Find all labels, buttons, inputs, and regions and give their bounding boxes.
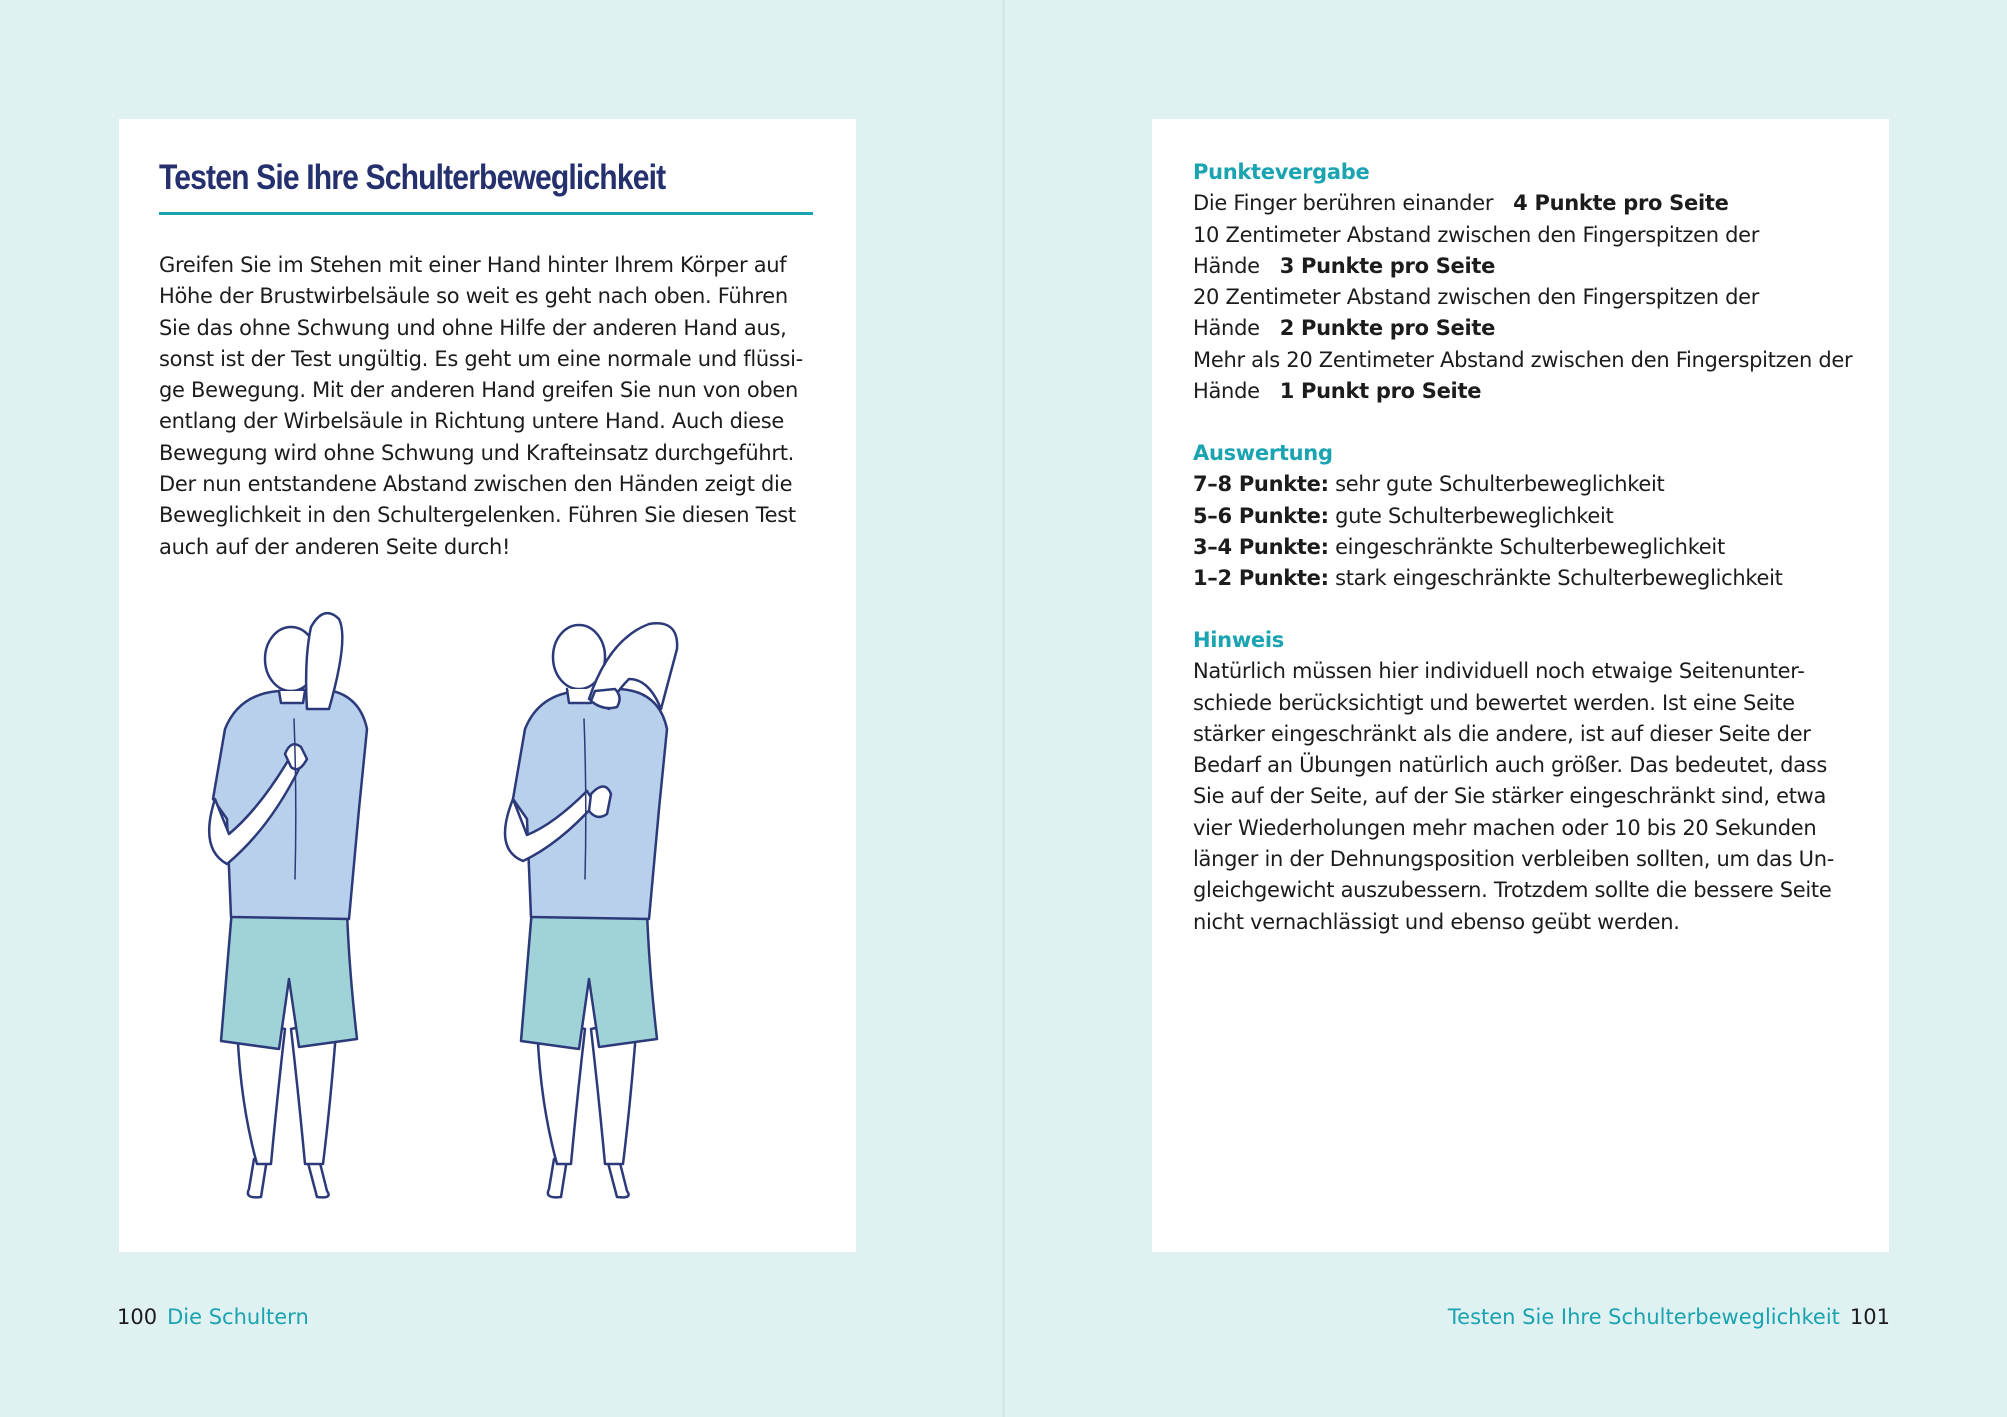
evaluation-text: gute Schulterbeweglichkeit bbox=[1335, 503, 1614, 528]
evaluation-text: stark eingeschränkte Schulterbeweglichkeit bbox=[1335, 566, 1783, 591]
points-score: 1 Punkt pro Seite bbox=[1279, 379, 1482, 404]
shoulder-test-illustration bbox=[199, 599, 719, 1219]
points-score: 2 Punkte pro Seite bbox=[1279, 316, 1496, 341]
evaluation-heading: Auswertung bbox=[1193, 441, 1333, 465]
evaluation-row bbox=[1193, 563, 1853, 594]
page-title: Testen Sie Ihre Schulterbeweglichkeit bbox=[159, 158, 666, 197]
points-condition: 10 Zentimeter Abstand zwischen den Fingerspitzen der Hände bbox=[1193, 222, 1760, 278]
points-row bbox=[1193, 345, 1853, 408]
instructions-text: Greifen Sie im Stehen mit einer Hand hinter Ihrem Körper auf Höhe der Brustwirbelsäule so weit es geht nach oben. Führen Sie das ohne Schwung und ohne Hilfe der anderen Hand aus, sonst ist der Test ungültig. Es geht um eine normale und flüssi-ge Bewegung. Mit der anderen Hand greifen Sie nun von oben entlang der Wirbelsäule in Richtung untere Hand. Auch diese Bewegung wird ohne Schwung und Krafteinsatz durchgeführt. Der nun entstandene Abstand zwischen den Händen zeigt die Beweglichkeit in den Schultergelenken. Führen Sie diesen Test auch auf der anderen Seite durch! bbox=[159, 253, 803, 559]
evaluation-row bbox=[1193, 532, 1853, 563]
book-gutter bbox=[1002, 0, 1005, 1417]
points-heading: Punktevergabe bbox=[1193, 160, 1370, 184]
points-row bbox=[1193, 282, 1853, 345]
points-condition: 20 Zentimeter Abstand zwischen den Fingerspitzen der Hände bbox=[1193, 285, 1760, 341]
evaluation-text: sehr gute Schulterbeweglichkeit bbox=[1335, 472, 1665, 497]
evaluation-row bbox=[1193, 469, 1853, 500]
page-number: 100 bbox=[117, 1305, 158, 1329]
evaluation-text: eingeschränkte Schulterbeweglichkeit bbox=[1335, 534, 1725, 559]
figure-right-arm-up bbox=[209, 613, 367, 1197]
figure-left-arm-up bbox=[505, 623, 677, 1197]
note-heading: Hinweis bbox=[1193, 628, 1284, 652]
points-section bbox=[1193, 157, 1853, 407]
note-text: Natürlich müssen hier individuell noch etwaige Seitenunter-schiede berücksichtigt und bewertet werden. Ist eine Seite stärker eingeschränkt als die andere, ist auf dieser Seite der Bedarf an Übungen natürlich auch größer. Das bedeutet, dass Sie auf der Seite, auf der Sie stärker eingeschränkt sind, etwa vier Wiederholungen mehr machen oder 10 bis 20 Sekunden länger in der Dehnungsposition verbleiben sollten, um das Un-gleichgewicht auszubessern. Trotzdem sollte die bessere Seite nicht vernachlässigt und ebenso geübt werden. bbox=[1193, 659, 1835, 934]
points-row bbox=[1193, 220, 1853, 283]
evaluation-range: 5–6 Punkte: bbox=[1193, 503, 1329, 528]
page-number: 101 bbox=[1849, 1305, 1890, 1329]
left-footer bbox=[117, 1302, 309, 1332]
evaluation-range: 7–8 Punkte: bbox=[1193, 472, 1329, 497]
points-row bbox=[1193, 188, 1853, 219]
evaluation-range: 3–4 Punkte: bbox=[1193, 534, 1329, 559]
chapter-title: Die Schultern bbox=[167, 1305, 309, 1329]
evaluation-range: 1–2 Punkte: bbox=[1193, 566, 1329, 591]
title-underline bbox=[159, 212, 813, 215]
right-page-card bbox=[1152, 119, 1889, 1252]
evaluation-row bbox=[1193, 501, 1853, 532]
points-condition: Mehr als 20 Zentimeter Abstand zwischen den Fingerspitzen der Hände bbox=[1193, 347, 1853, 404]
points-condition: Die Finger berühren einander bbox=[1193, 191, 1494, 216]
left-page-card bbox=[119, 119, 856, 1252]
evaluation-section bbox=[1193, 438, 1853, 594]
note-section bbox=[1193, 625, 1853, 938]
running-head: Testen Sie Ihre Schulterbeweglichkeit bbox=[1447, 1305, 1840, 1329]
points-score: 4 Punkte pro Seite bbox=[1513, 191, 1729, 216]
right-footer bbox=[1448, 1302, 1890, 1332]
points-score: 3 Punkte pro Seite bbox=[1279, 253, 1496, 278]
